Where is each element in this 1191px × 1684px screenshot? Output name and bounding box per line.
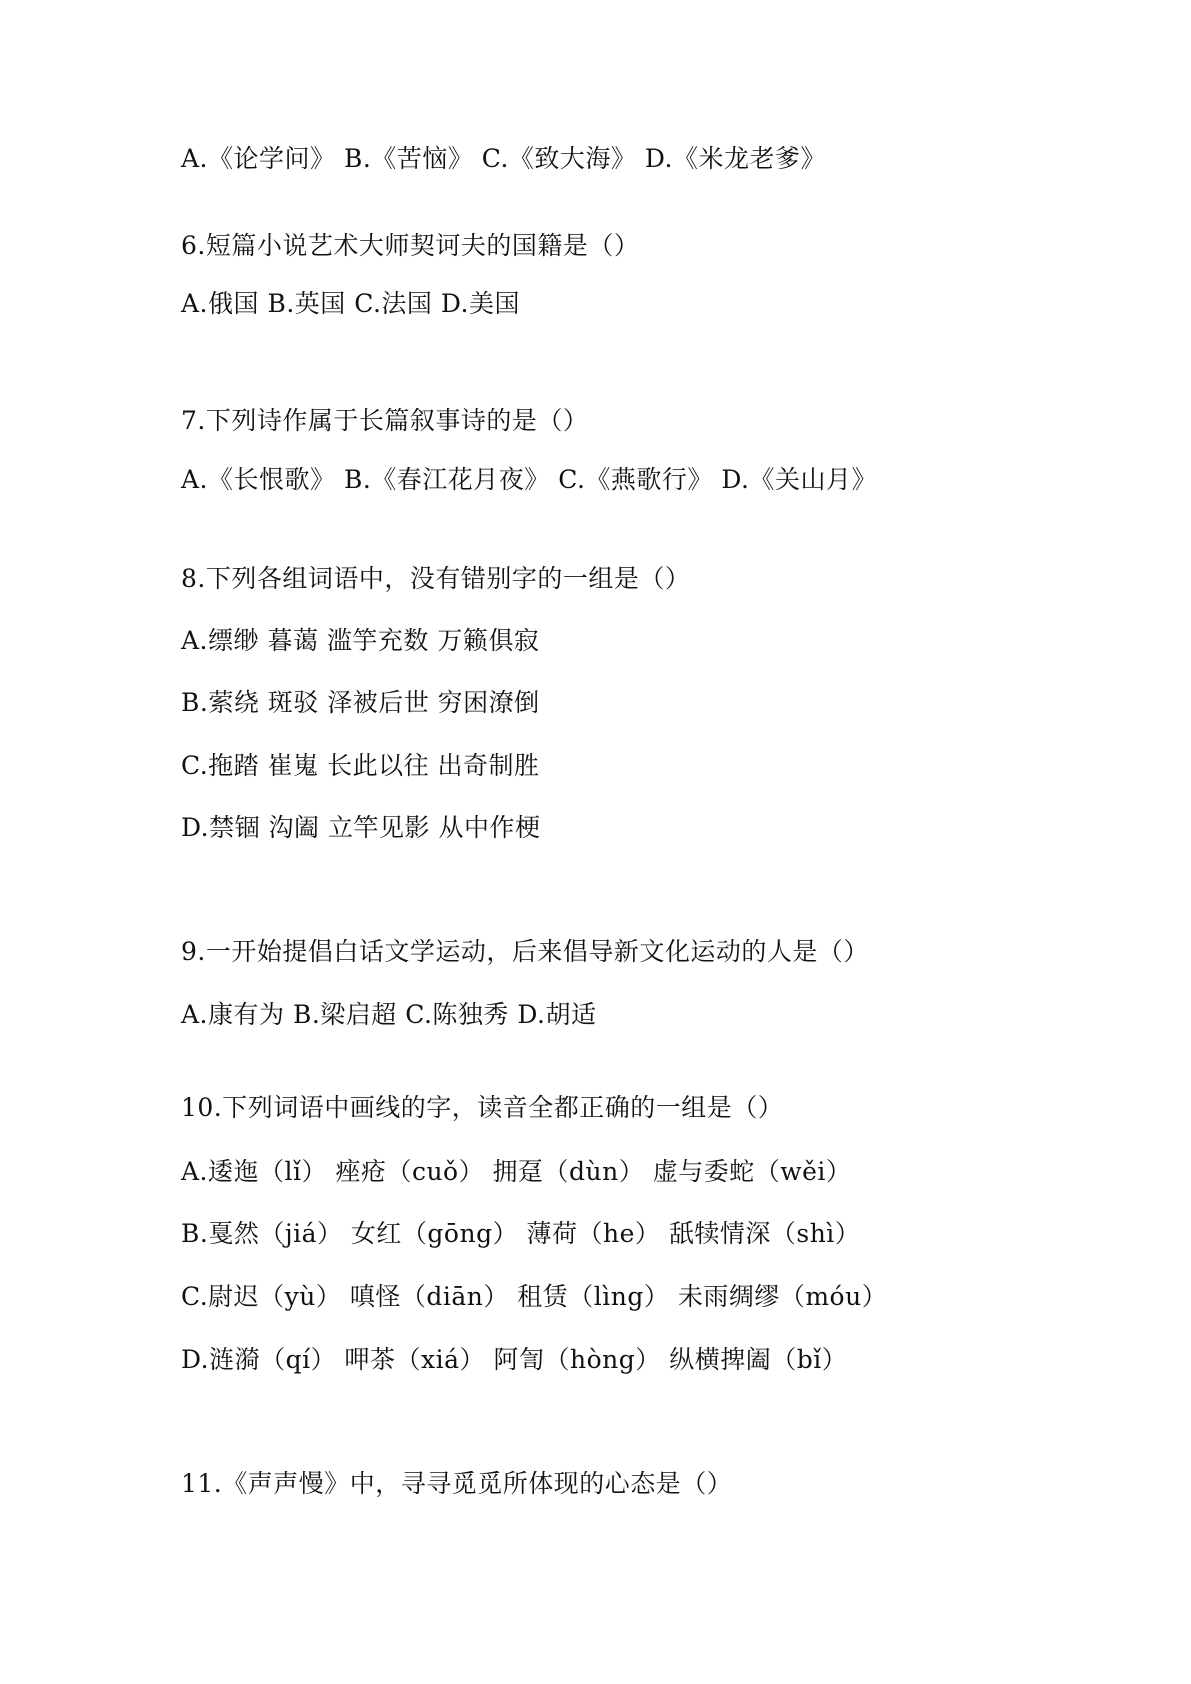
- question-10: 10.下列词语中画线的字，读音全都正确的一组是（）: [181, 1093, 784, 1122]
- q9-options: A.康有为 B.梁启超 C.陈独秀 D.胡适: [181, 1000, 597, 1029]
- q7-options: A.《长恨歌》 B.《春江花月夜》 C.《燕歌行》 D.《关山月》: [181, 465, 877, 494]
- q8-option-b: B.萦绕 斑驳 泽被后世 穷困潦倒: [181, 688, 540, 717]
- question-7: 7.下列诗作属于长篇叙事诗的是（）: [181, 406, 589, 435]
- question-6: 6.短篇小说艺术大师契诃夫的国籍是（）: [181, 231, 640, 260]
- q8-option-d: D.禁锢 沟阖 立竿见影 从中作梗: [181, 813, 541, 842]
- question-9: 9.一开始提倡白话文学运动，后来倡导新文化运动的人是（）: [181, 937, 869, 966]
- q5-options: A.《论学问》 B.《苦恼》 C.《致大海》 D.《米龙老爹》: [181, 144, 826, 173]
- q8-option-c: C.拖踏 崔嵬 长此以往 出奇制胜: [181, 751, 540, 780]
- q6-options: A.俄国 B.英国 C.法国 D.美国: [181, 289, 520, 318]
- q8-option-a: A.缥缈 暮蔼 滥竽充数 万籁俱寂: [181, 626, 540, 655]
- q10-option-d: D.涟漪（qí） 呷茶（xiá） 阿訇（hòng） 纵横捭阖（bǐ）: [181, 1345, 848, 1374]
- q10-option-a: A.逶迤（lǐ） 痤疮（cuǒ） 拥趸（dùn） 虚与委蛇（wěi）: [181, 1157, 852, 1186]
- q10-option-c: C.尉迟（yù） 嗔怪（diān） 租赁（lìng） 未雨绸缪（móu）: [181, 1282, 888, 1311]
- q10-option-b: B.戛然（jiá） 女红（gōng） 薄荷（he） 舐犊情深（shì）: [181, 1219, 861, 1248]
- question-11: 11.《声声慢》中，寻寻觅觅所体现的心态是（）: [181, 1469, 733, 1498]
- question-8: 8.下列各组词语中，没有错别字的一组是（）: [181, 564, 691, 593]
